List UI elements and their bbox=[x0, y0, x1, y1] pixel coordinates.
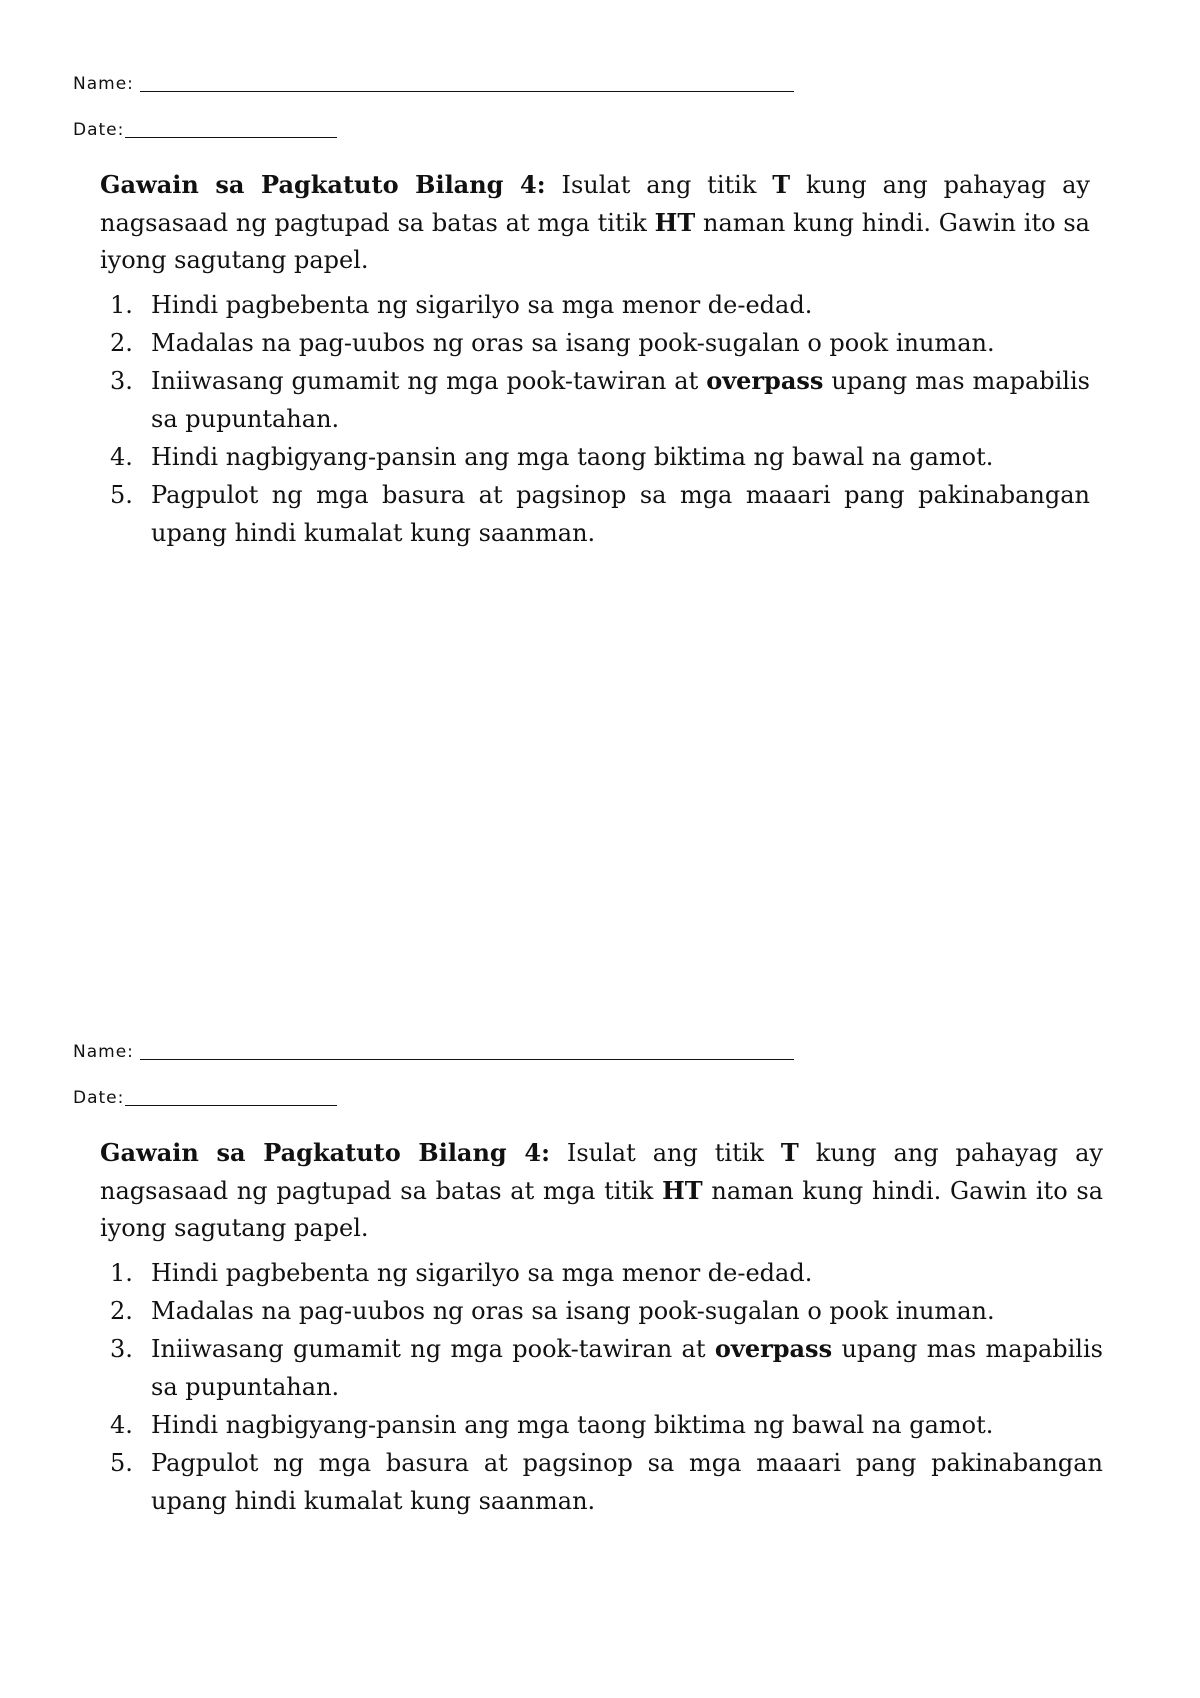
instruction-text-3: naman kung hindi. Gawin ito sa iyong sagutang papel. bbox=[100, 1177, 1103, 1242]
instruction-text-3: naman kung hindi. Gawin ito sa iyong sagutang papel. bbox=[100, 209, 1090, 274]
item-text: Iniiwasang gumamit ng mga pook-tawiran at bbox=[151, 367, 699, 395]
item-bold-term: overpass bbox=[714, 1334, 833, 1363]
date-blank-line[interactable] bbox=[125, 136, 337, 138]
item-number: 1. bbox=[110, 1259, 133, 1287]
item-number: 2. bbox=[110, 329, 133, 357]
name-label: Name: bbox=[73, 74, 134, 94]
list-item bbox=[110, 1292, 1103, 1330]
instruction-letters-ht: HT bbox=[654, 208, 696, 237]
item-number: 5. bbox=[110, 481, 133, 509]
list-item bbox=[110, 324, 1090, 362]
item-text: Pagpulot ng mga basura at pagsinop sa mga maaari pang pakinabangan upang hindi kumalat kung saanman. bbox=[151, 481, 1090, 547]
item-number: 3. bbox=[110, 367, 133, 395]
item-text: Pagpulot ng mga basura at pagsinop sa mga maaari pang pakinabangan upang hindi kumalat kung saanman. bbox=[151, 1449, 1103, 1515]
item-text-continued: upang mas mapabilis sa pupuntahan. bbox=[151, 367, 1090, 433]
item-text: Hindi nagbigyang-pansin ang mga taong biktima ng bawal na gamot. bbox=[151, 443, 994, 471]
instruction-letter-t: T bbox=[772, 170, 791, 199]
item-number: 3. bbox=[110, 1335, 133, 1363]
instruction-letters-ht: HT bbox=[662, 1176, 703, 1205]
item-number: 2. bbox=[110, 1297, 133, 1325]
item-text: Hindi nagbigyang-pansin ang mga taong biktima ng bawal na gamot. bbox=[151, 1411, 994, 1439]
list-item bbox=[110, 1330, 1103, 1406]
activity-title: Gawain sa Pagkatuto Bilang 4: bbox=[100, 1138, 550, 1167]
name-label: Name: bbox=[73, 1042, 134, 1062]
list-item bbox=[110, 1254, 1103, 1292]
item-number: 4. bbox=[110, 1411, 133, 1439]
item-text-continued: upang mas mapabilis sa pupuntahan. bbox=[151, 1335, 1103, 1401]
item-text: Madalas na pag-uubos ng oras sa isang pook-sugalan o pook inuman. bbox=[151, 1297, 995, 1325]
item-text: Hindi pagbebenta ng sigarilyo sa mga menor de-edad. bbox=[151, 1259, 813, 1287]
instruction-text-2: kung ang pahayag ay nagsasaad ng pagtupad sa batas at mga titik bbox=[100, 1139, 1103, 1205]
item-number: 5. bbox=[110, 1449, 133, 1477]
instruction-text-1: Isulat ang titik bbox=[561, 171, 757, 199]
statement-list bbox=[110, 1254, 1103, 1520]
item-number: 4. bbox=[110, 443, 133, 471]
name-blank-line[interactable] bbox=[140, 1058, 794, 1060]
instruction-letter-t: T bbox=[780, 1138, 799, 1167]
list-item bbox=[110, 1406, 1103, 1444]
item-number: 1. bbox=[110, 291, 133, 319]
activity-title: Gawain sa Pagkatuto Bilang 4: bbox=[100, 170, 546, 199]
name-blank-line[interactable] bbox=[140, 90, 794, 92]
item-text: Iniiwasang gumamit ng mga pook-tawiran at bbox=[151, 1335, 706, 1363]
worksheet-top bbox=[0, 0, 1200, 560]
date-blank-line[interactable] bbox=[125, 1104, 337, 1106]
list-item bbox=[110, 438, 1090, 476]
item-text: Madalas na pag-uubos ng oras sa isang pook-sugalan o pook inuman. bbox=[151, 329, 995, 357]
date-field bbox=[73, 120, 337, 140]
name-field bbox=[73, 74, 794, 94]
item-bold-term: overpass bbox=[706, 366, 824, 395]
activity-instructions bbox=[100, 1134, 1103, 1247]
worksheet-bottom bbox=[0, 968, 1200, 1528]
name-field bbox=[73, 1042, 794, 1062]
activity-instructions bbox=[100, 166, 1090, 279]
date-label: Date: bbox=[73, 1088, 125, 1108]
list-item bbox=[110, 286, 1090, 324]
list-item bbox=[110, 362, 1090, 438]
item-text: Hindi pagbebenta ng sigarilyo sa mga menor de-edad. bbox=[151, 291, 813, 319]
date-field bbox=[73, 1088, 337, 1108]
instruction-text-1: Isulat ang titik bbox=[566, 1139, 764, 1167]
list-item bbox=[110, 1444, 1103, 1520]
instruction-text-2: kung ang pahayag ay nagsasaad ng pagtupad sa batas at mga titik bbox=[100, 171, 1090, 237]
list-item bbox=[110, 476, 1090, 552]
date-label: Date: bbox=[73, 120, 125, 140]
statement-list bbox=[110, 286, 1090, 552]
